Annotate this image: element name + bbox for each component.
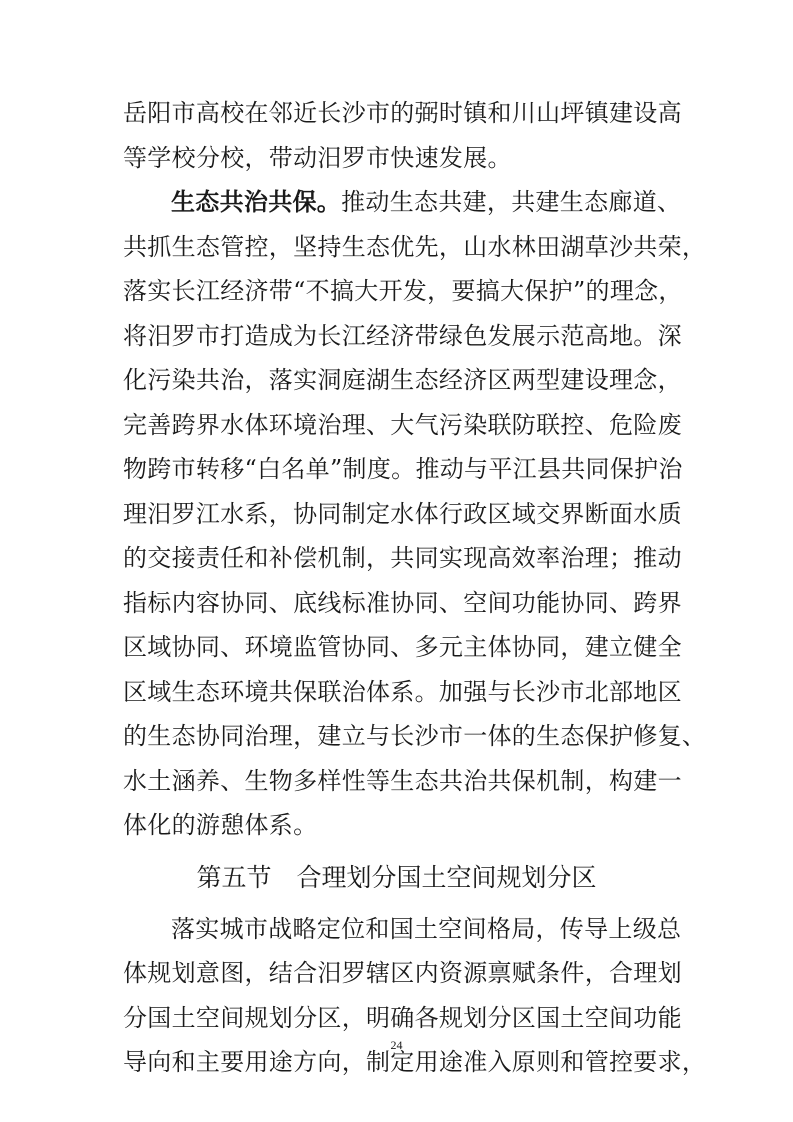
- paragraph-lead: 生态共治共保。: [171, 188, 342, 216]
- text-line: 共抓生态管控，坚持生态优先，山水林田湖草沙共荣，: [123, 233, 707, 261]
- text-line: 落实长江经济带“不搞大开发，要搞大保护”的理念，: [123, 277, 683, 305]
- text-line: 区域协同、环境监管协同、多元主体协同，建立健全: [123, 633, 682, 661]
- text-line: 分国土空间规划分区，明确各规划分区国土空间功能: [123, 1004, 682, 1032]
- text-line: 化污染共治，落实洞庭湖生态经济区两型建设理念，: [123, 366, 682, 394]
- text-line: 水土涵养、生物多样性等生态共治共保机制，构建一: [123, 767, 682, 795]
- text-line: 的生态协同治理，建立与长沙市一体的生态保护修复、: [123, 722, 707, 750]
- text-line: 区域生态环境共保联治体系。加强与长沙市北部地区: [123, 678, 682, 706]
- text-line: 等学校分校，带动汨罗市快速发展。: [123, 144, 512, 172]
- text-line: 岳阳市高校在邻近长沙市的弼时镇和川山坪镇建设高: [123, 99, 682, 127]
- text-line: 体规划意图，结合汨罗辖区内资源禀赋条件，合理划: [123, 959, 682, 987]
- text-line: 落实城市战略定位和国土空间格局，传导上级总: [171, 915, 682, 943]
- page-number: 24: [390, 1038, 403, 1052]
- text-line: 体化的游憩体系。: [123, 811, 318, 839]
- text-line: 将汨罗市打造成为长江经济带绿色发展示范高地。深: [123, 322, 682, 350]
- text-line: 物跨市转移“白名单”制度。推动与平江县共同保护治: [123, 455, 683, 483]
- text-line: 理汨罗江水系，协同制定水体行政区域交界断面水质: [123, 500, 682, 528]
- text-line: 导向和主要用途方向，制定用途准入原则和管控要求，: [123, 1048, 707, 1076]
- text-line: 完善跨界水体环境治理、大气污染联防联控、危险废: [123, 411, 682, 439]
- text-line: 的交接责任和补偿机制，共同实现高效率治理；推动: [123, 544, 682, 572]
- section-heading: 第五节 合理划分国土空间规划分区: [196, 863, 597, 892]
- text-line: [171, 187, 683, 217]
- paragraph-first-line: 推动生态共建，共建生态廊道、: [341, 188, 682, 216]
- text-line: 指标内容协同、底线标准协同、空间功能协同、跨界: [123, 589, 682, 617]
